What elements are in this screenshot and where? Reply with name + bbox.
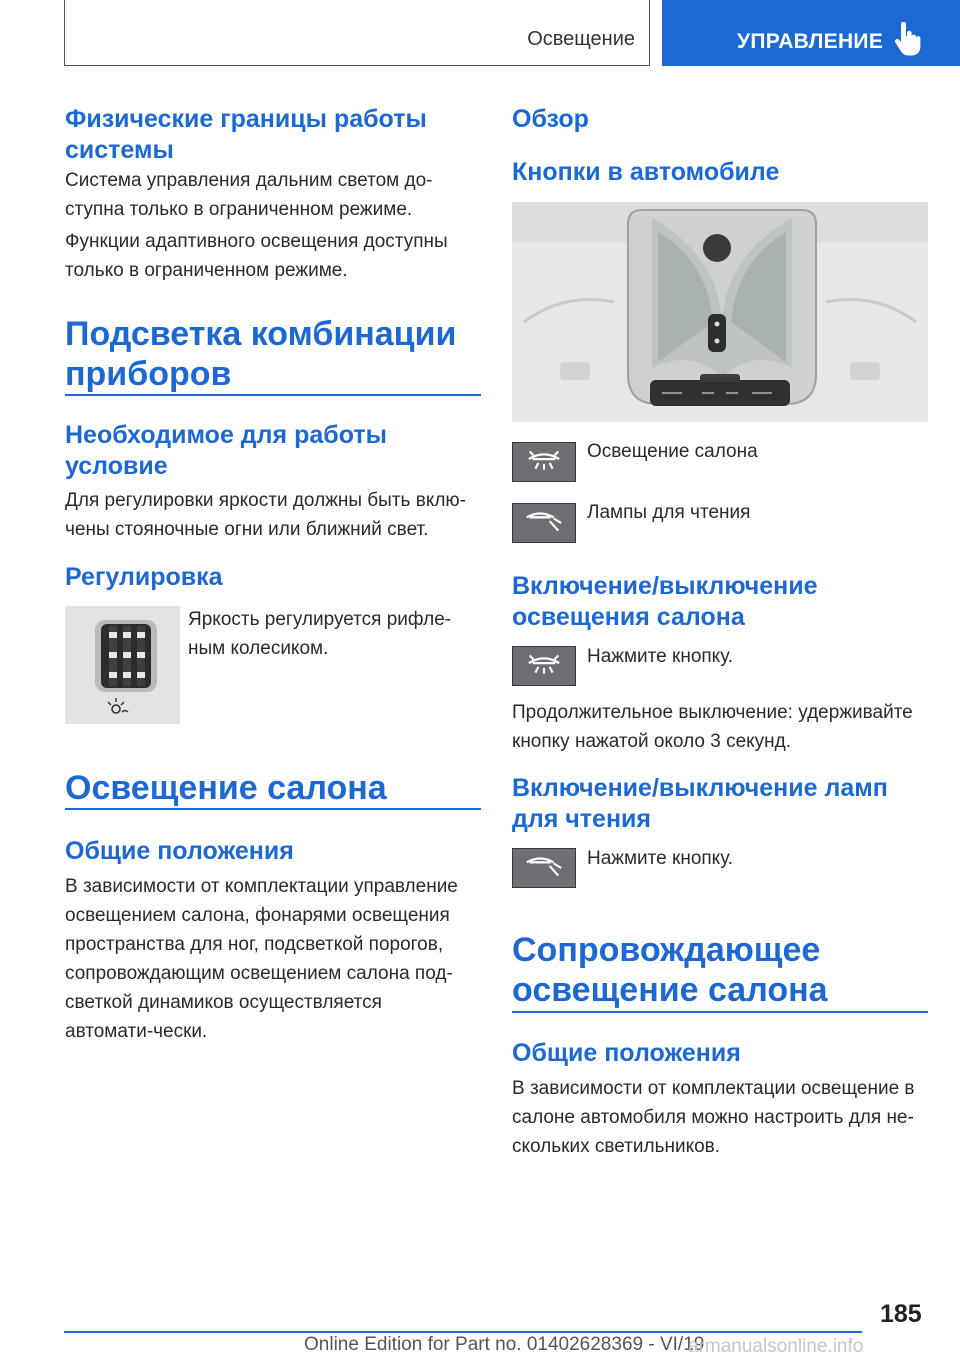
interior-light-button-icon bbox=[512, 646, 576, 686]
limits-heading: Физические границы работы системы bbox=[65, 105, 427, 164]
dimmer-wheel-photo bbox=[65, 606, 180, 724]
limits-paragraph-1: Система управления дальним светом до-ступна только в ограниченном режиме. bbox=[65, 170, 433, 220]
interior-onoff-instruction: Нажмите кнопку. bbox=[587, 646, 734, 667]
running-header bbox=[64, 0, 650, 66]
cluster-heading: Подсветка комбинации приборов bbox=[65, 315, 457, 393]
section-rule bbox=[512, 1011, 928, 1013]
ambient-general-paragraph: В зависимости от комплектации освещение в салоне автомобиля можно настроить для не-скольких светильников. bbox=[512, 1078, 915, 1157]
watermark-site: armanualsonline.info bbox=[688, 1336, 864, 1357]
interior-lighting-heading: Освещение салона bbox=[65, 769, 387, 807]
chapter-tab[interactable] bbox=[662, 0, 960, 66]
pointing-hand-icon bbox=[894, 22, 922, 56]
buttons-heading: Кнопки в автомобиле bbox=[512, 158, 780, 186]
legend-reading-light: Лампы для чтения bbox=[587, 502, 751, 523]
page-number: 185 bbox=[880, 1300, 922, 1328]
interior-onoff-heading: Включение/выключение освещения салона bbox=[512, 572, 818, 631]
adjust-heading: Регулировка bbox=[65, 563, 223, 591]
section-rule bbox=[65, 394, 481, 396]
interior-long-press-instruction: Продолжительное выключение: удерживайте кнопку нажатой около 3 секунд. bbox=[512, 702, 913, 752]
ambient-lighting-heading: Сопровождающее освещение салона bbox=[512, 931, 828, 1009]
section-rule bbox=[65, 808, 481, 810]
roof-console-photo bbox=[512, 202, 928, 422]
conditions-heading: Необходимое для работы условие bbox=[65, 421, 387, 480]
interior-light-button-icon bbox=[512, 442, 576, 482]
chapter-tab-label: УПРАВЛЕНИЕ bbox=[737, 30, 884, 53]
conditions-paragraph: Для регулировки яркости должны быть вклю-чены стояночные огни или ближний свет. bbox=[65, 490, 467, 540]
legend-interior-light: Освещение салона bbox=[587, 441, 758, 462]
edition-note: Online Edition for Part no. 01402628369 - VI/19 bbox=[304, 1334, 705, 1355]
section-title: Освещение bbox=[527, 28, 635, 50]
adjust-paragraph: Яркость регулируется рифле-ным колесиком. bbox=[188, 609, 452, 659]
ambient-general-heading: Общие положения bbox=[512, 1039, 741, 1067]
limits-paragraph-2: Функции адаптивного освещения доступны только в ограниченном режиме. bbox=[65, 231, 448, 281]
general-paragraph: В зависимости от комплектации управление освещением салона, фонарями освещения пространства для ног, подсветкой порогов, сопровождающим освещением салона под-светкой динамиков осуществляется автомати-чески. bbox=[65, 876, 458, 1042]
reading-onoff-heading: Включение/выключение ламп для чтения bbox=[512, 774, 888, 833]
reading-light-button-icon bbox=[512, 848, 576, 888]
reading-light-button-icon bbox=[512, 503, 576, 543]
footer-rule bbox=[64, 1331, 862, 1333]
reading-onoff-instruction: Нажмите кнопку. bbox=[587, 848, 734, 869]
general-heading: Общие положения bbox=[65, 837, 294, 865]
overview-heading: Обзор bbox=[512, 105, 589, 133]
